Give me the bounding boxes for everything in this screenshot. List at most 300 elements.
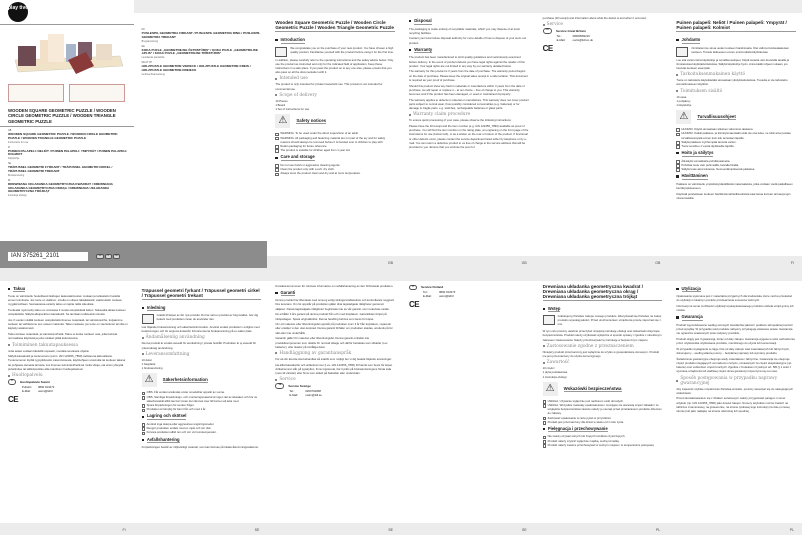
subsection-heading bbox=[8, 343, 128, 348]
bullet-icon bbox=[142, 307, 144, 309]
subsection-heading bbox=[142, 352, 262, 357]
subheading-text: Ändamålsenlig användning bbox=[145, 335, 205, 341]
service-contact bbox=[409, 285, 529, 299]
contact-value: 0800 913273 bbox=[38, 384, 55, 389]
intro-block bbox=[543, 314, 663, 328]
heading-text: Disposal bbox=[414, 18, 432, 23]
bullet-icon bbox=[676, 74, 678, 76]
page-content bbox=[409, 16, 529, 151]
language-entry bbox=[8, 147, 130, 161]
bullet-icon bbox=[676, 90, 678, 92]
language-subtitle: Gebrauchsanweisung bbox=[141, 72, 165, 76]
language-entry bbox=[142, 62, 262, 76]
page-content bbox=[543, 16, 663, 53]
manual-page bbox=[401, 0, 535, 268]
footer-band bbox=[267, 523, 401, 535]
paragraph: Jotta asiasi voidaan käsitellä nopeasti, noudata seuraavia ohjeita: bbox=[8, 348, 90, 353]
paragraph: Gratulujemy Państwu zakupu nowego produktu. Zdecydowali się Państwo na zakup produktu wysokiej jakości. Przed uruchomieniem urządzenia proszę zapoznać się z nim. bbox=[557, 314, 662, 327]
safety-heading bbox=[142, 373, 262, 387]
paragraph: Kontakta kommunen för närmare information om avfallshantering av den förbrukade produkten. bbox=[275, 283, 394, 288]
list-item: Förvara produkten alltid ren och torr vid rumstemperatur. bbox=[142, 430, 262, 434]
manual-page bbox=[668, 268, 802, 535]
bullet-icon bbox=[409, 20, 411, 22]
page-label: GB bbox=[387, 260, 393, 265]
heading-text: Inledning bbox=[146, 304, 166, 310]
contact-row bbox=[8, 389, 128, 393]
ce-mark: CE bbox=[409, 300, 420, 309]
section-heading bbox=[275, 37, 395, 44]
paragraph: Opakowanie wykonane jest z materiałów przyjaznych dla środowiska, które można przekazać do utylizacji w lokalnym punkcie przetwarzania surowców wtórnych. bbox=[676, 294, 793, 303]
safety-heading bbox=[676, 110, 796, 124]
header-band bbox=[134, 268, 268, 281]
page-label: GB bbox=[521, 260, 527, 265]
paragraph: Säilytä kassakuitti ja tuotenumero (esim. IAN 123456_7890) todisteena takuuaikana. Tuotenumeron löydät tyyppikilvestä, kaiverruksesta, käyttöohjeen etusivulta tai tuotteen takana tai pohjassa olevasta tarrasta. Jos ilmenee toimintavirheitä tai muita vikoja, ota ensin yhteyttä puhelimitse tai sähköpostitse alla mainittuun huoltopalveluun. bbox=[8, 354, 126, 371]
list-item: Puhdista tuote vain pehmeällä, kuivalla liinalla. bbox=[676, 163, 796, 167]
country-flags bbox=[96, 254, 120, 259]
bullet-icon bbox=[275, 39, 277, 41]
ce-mark: CE bbox=[8, 394, 19, 404]
cover-page bbox=[0, 0, 134, 268]
list-item: OBS. Får endast användas under omedelbar uppsikt av vuxna. bbox=[142, 390, 262, 394]
section-title: Wooden Square Geometric Puzzle / Wooden Circle Geometric Puzzle / Wooden Triangle Geometric Puzzle bbox=[275, 20, 394, 30]
ian-number: IAN 375261_2101 bbox=[8, 252, 88, 261]
bullet-icon bbox=[543, 345, 545, 347]
country-flag: SE bbox=[275, 383, 284, 389]
section-heading bbox=[409, 47, 529, 54]
manual-page bbox=[267, 268, 401, 535]
page-label: SE bbox=[254, 528, 260, 532]
bullet-icon bbox=[409, 49, 411, 51]
paragraph: Please have the till receipt and the item number (e.g. IAN 123456_7890) available as proof of purchase. You will find the item number on the rating plate, an engraving on the front page of the instructions for use (bottom left), or as a sticker on the rear or bottom of the product. If functional or other defects occur, please contact the service department listed either by telephone or by e-mail. You can return a defective product to us free of charge to the service address that will be provided to you. Ensure that you enclose the proof of bbox=[409, 123, 529, 149]
section-heading bbox=[142, 305, 262, 312]
language-title: PUSLESPIL GEOMETRIA FIRKANT / PUSLESPIL GEOMETRIA RING / PUSLESPIL GEOMETRIA TREKANT bbox=[141, 31, 261, 39]
list-item: Rengör produkten endast med en mjuk och torr duk. bbox=[142, 426, 262, 430]
language-entry bbox=[142, 29, 262, 43]
service-name: Service Great Britain bbox=[555, 28, 586, 33]
header-band bbox=[668, 0, 802, 13]
language-list bbox=[142, 26, 262, 76]
language-page bbox=[134, 0, 268, 268]
language-code: EE bbox=[141, 45, 145, 48]
subsection-heading bbox=[275, 351, 395, 356]
service-name: Huoltopalvelu Suomi bbox=[20, 379, 50, 384]
list-item: Zachować opakowanie w razie pytań w przyszłości. bbox=[543, 416, 663, 420]
heading-text: Wstęp bbox=[547, 305, 561, 311]
heading-text: Utylizacja bbox=[681, 285, 701, 291]
list-item: Produkt jest przeznaczony dla dzieci w wieku od 1 roku życia. bbox=[543, 420, 663, 424]
product-thumbnail-circle bbox=[8, 84, 64, 102]
safety-heading bbox=[543, 382, 663, 396]
manual-page bbox=[267, 0, 401, 268]
language-title: TRÄPUSSEL GEOMETRI FYRKANT / TRÄPUSSEL GEOMETRI CIRKEL / TRÄPUSSEL GEOMETRI TREKANT bbox=[8, 165, 113, 173]
page-label: FI bbox=[122, 528, 126, 532]
paragraph: The warranty for this product is 3 years from the date of purchase. The warranty period begins on the date of purchase. Please keep the original sales receipt in a safe location. This document is required as your proof of purchase. bbox=[409, 69, 528, 82]
section-heading bbox=[275, 290, 395, 297]
subheading-text: Toimiminen takuutapauksessa bbox=[12, 342, 78, 348]
page-content bbox=[676, 16, 796, 202]
footer-band bbox=[134, 523, 268, 535]
divider bbox=[0, 24, 134, 25]
page-content bbox=[676, 284, 796, 415]
page-label: GB bbox=[655, 260, 661, 265]
subheading-text: Toimituksen sisältö bbox=[680, 88, 723, 94]
subheading-text: Intended use bbox=[279, 76, 308, 82]
language-code: GB bbox=[8, 130, 12, 132]
warning-icon: ⚠ bbox=[142, 373, 157, 387]
service-contact bbox=[275, 383, 395, 397]
paragraph: purchase (till receipt) and information about what the defect is and when it occurred. bbox=[542, 16, 647, 20]
list-item: Säilytä tuote aina kuivassa, huoneenlämpöisessä paikassa. bbox=[676, 167, 796, 171]
bullet-icon bbox=[275, 292, 277, 294]
list-item: HUOMIO. Kaikki pakkaus- ja kiinnitysmateriaalit eivät ole osa lelua, ne tulisi aina poistaa turvallisuussyistä ennen kuin lelu annetaan lapsille. bbox=[676, 131, 796, 139]
paragraph: Tuote on tarkoitettu käytettäväksi ainoastaan yksityistalouksissa. Tuotetta ei ole tarkoitettu ammattimaiseen käyttöön. bbox=[676, 78, 788, 87]
manual-page bbox=[535, 0, 669, 268]
cover-footer bbox=[0, 241, 134, 268]
language-code: DE AT CH bbox=[141, 62, 153, 65]
product-thumbnail-triangle bbox=[69, 84, 125, 102]
heading-text: Turvallisuusohjeet bbox=[697, 114, 736, 120]
service-name: Service Finland bbox=[421, 285, 444, 290]
contact-value: 0800 913273 bbox=[439, 290, 456, 294]
cover-title: WOODEN SQUARE GEOMETRIC PUZZLE / WOODEN CIRCLE GEOMETRIC PUZZLE / WOODEN TRIANGLE GEOMETRIC PUZZLE bbox=[8, 108, 116, 124]
instructions-book-icon bbox=[543, 315, 555, 325]
contact-label: E-Mail: bbox=[22, 388, 31, 393]
playtive-logo: play tive bbox=[8, 2, 28, 22]
footer-band bbox=[668, 256, 802, 268]
contact-label: Puhelin: bbox=[22, 384, 33, 389]
heading-text: Warranty bbox=[414, 46, 433, 52]
section-heading bbox=[142, 413, 262, 420]
contact-value: owim@lidl.se bbox=[305, 392, 322, 397]
service-contact bbox=[543, 28, 663, 42]
contact-label: E-Mail: bbox=[423, 294, 432, 298]
manual-page bbox=[401, 268, 535, 535]
paragraph: 10 delar 1 basplatta 1 bruksanvisning bbox=[141, 357, 163, 371]
contact-label: E-Mail: bbox=[289, 392, 299, 397]
language-subtitle: Lietošanas pamācība bbox=[141, 56, 165, 60]
country-flag: GB bbox=[543, 28, 552, 34]
service-contact bbox=[8, 379, 128, 393]
list-item: Produkt należy zawsze przechowywać w suchym miejscu i w temperaturze pokojowej. bbox=[543, 443, 663, 447]
country-flag: FI bbox=[8, 379, 16, 385]
list-item: WARNING. All packaging and fastening material are not part of the toy and for safety reasons should always be removed before it is handed over to children to play with. bbox=[275, 136, 395, 144]
paragraph: Przed skontaktowaniem się z działem serwisowym należy przygotować paragon i numer artykułu (np. IAN 123456_7890) jako dowód zakupu. Numery artykułów można znaleźć na tabliczce znamionowej, na grawerunku, na stronie tytułowej tego instrukcji (na dole po lewej stronie) lub jako naklejkę na stronie odwrotnej lub spodniej. bbox=[676, 396, 790, 414]
paragraph: Onnittelemme sinua uuden tuotteen hankinnasta. Olet valinnut korkealaatuisen tuotteen. Tutustu laitteeseen ennen ensimmäistä käyttökertaa. bbox=[691, 45, 789, 54]
section-title: Puinen palapeli: Neliöt / Puinen palapeli: Ympyrät / Puinen palapeli: Kolmiot bbox=[676, 20, 796, 32]
intro-block bbox=[676, 46, 796, 57]
bullet-icon bbox=[676, 380, 678, 382]
paragraph: Niniejszy produkt przeznaczony jest wyłącznie do użytku w gospodarstwie domowym. Produkt nie jest przeznaczony do użytku komercyjnego. bbox=[542, 349, 660, 358]
bullet-icon bbox=[8, 375, 10, 377]
contact-label: Tel.: bbox=[423, 290, 429, 294]
subsection-heading bbox=[409, 112, 529, 117]
page-content bbox=[275, 16, 395, 175]
paragraph: Jos 3 vuoden sisällä tuotteen ostopäivästä ilmenee materiaali- tai valmistusvirhe, korjaamme tuotteen tai vaihdamme sen uuteen maksutta. Takuu raukeaa, jos tuote on vaurioitunut tai sitä on käytetty asiattomasti. bbox=[8, 318, 128, 331]
subheading-text: Service bbox=[546, 22, 563, 28]
header-band bbox=[535, 0, 669, 13]
heading-text: Gwarancja bbox=[681, 314, 703, 320]
list-item: Retain packaging for future reference. bbox=[275, 144, 395, 148]
header-band bbox=[401, 0, 535, 13]
instructions-book-icon bbox=[676, 47, 688, 57]
subheading-text: Leveransomfattning bbox=[145, 351, 190, 357]
contact-label: Tel.: bbox=[289, 388, 295, 393]
paragraph: The product is only intended for private household use. This product is not intended for commercial use. bbox=[275, 82, 383, 91]
paragraph: 10 części 1 płyta podstawowa 1 instrukcja obsługi bbox=[542, 366, 568, 379]
paragraph: Förpackningen består av miljövänligt material, som kan lämnas på lokala återvinningsstationer. bbox=[141, 445, 259, 450]
heading-text: Introduction bbox=[280, 37, 305, 42]
paragraph: Should this product show any fault in materials or manufacture within 3 years from the date of purchase, we will repair or replace it – at our choice – free of charge to you. This warranty becomes void if the product has been damaged, or used or maintained improperly. bbox=[409, 83, 525, 96]
section-heading bbox=[543, 426, 663, 433]
footer-band bbox=[535, 523, 669, 535]
bullet-icon bbox=[142, 439, 144, 441]
bullet-icon bbox=[275, 78, 277, 80]
bullet-icon bbox=[142, 416, 144, 418]
heading-text: Safety notices bbox=[296, 118, 327, 124]
heading-text: Hävittäminen bbox=[681, 173, 708, 179]
service-name: Service Sverige bbox=[288, 384, 311, 388]
footer-band bbox=[134, 241, 268, 268]
list-item: UWAGA. Wszystkie materiały opakowaniowe i mocujące nie stanowią części zabawki i ze względów bezpieczeństwa zawsze należy je usunąć przed przekazaniem produktu dzieciom do zabawy. bbox=[543, 403, 663, 416]
footer-band bbox=[0, 523, 134, 535]
bullet-icon bbox=[8, 288, 10, 290]
subsection-heading bbox=[275, 93, 395, 98]
subheading-text: Warranty claim procedure bbox=[413, 112, 471, 118]
page-content bbox=[8, 284, 128, 404]
paragraph: Takuu koskee materiaali- ja valmistusvirheitä. Takuu ei koske tuotteen osia, jotka kuluvat normaalissa käytössä ja joita voidaan pitää kulutusosina. bbox=[8, 332, 118, 341]
heading-text: Pielęgnacja i przechowywanie bbox=[547, 425, 608, 431]
page-content bbox=[142, 284, 262, 451]
subsection-heading bbox=[543, 360, 663, 365]
paragraph: Grattis till köpet av din nya produkt. Du har valt en produkt av hög kvalitet. Gör dig bekant med produkten innan du använder den. bbox=[156, 313, 259, 322]
heading-text: Care and storage bbox=[280, 154, 315, 160]
section-heading bbox=[8, 286, 128, 293]
heading-text: Garanti bbox=[280, 289, 296, 295]
list-item: Produkten är lämplig för barn från och med 1 år. bbox=[142, 407, 262, 411]
list-item: Nie należy używać ostrych lub żrących środków czyszczących. bbox=[543, 434, 663, 438]
subheading-text: Sposób postępowania w przypadku naprawy gwarancyjnej bbox=[680, 375, 778, 386]
paragraph: Tuotteella myönnetty takuu on voimassa 3 vuotta ostopäivästä lukien. Takuuaika alkaa tuotteen ostopäivästä. Säilytä alkuperäinen kassakuitti. Se tarvitaan todisteeksi ostosta. bbox=[8, 308, 126, 317]
language-entry bbox=[142, 46, 262, 60]
manual-page bbox=[134, 268, 268, 535]
bullet-icon bbox=[676, 175, 678, 177]
heading-text: Wskazówki bezpieczeństwa bbox=[563, 385, 622, 391]
subsection-heading bbox=[275, 377, 395, 382]
list-item: The product is suitable for children aged from 1 year old. bbox=[275, 148, 395, 152]
bullet-icon bbox=[142, 337, 144, 339]
language-entry bbox=[8, 130, 130, 144]
page-content bbox=[275, 284, 395, 397]
paragraph: Aby zapewnić szybkie rozpatrzenie Państwa wniosku, prosimy stosować się do następujących wskazówek: bbox=[676, 386, 793, 395]
bullet-icon bbox=[409, 114, 411, 116]
bullet-icon bbox=[275, 94, 277, 96]
warning-icon: ⚠ bbox=[543, 382, 558, 396]
subsection-heading bbox=[543, 344, 663, 349]
heading-text: Avfallshantering bbox=[146, 436, 180, 442]
footer-band bbox=[401, 523, 535, 535]
safety-heading bbox=[275, 114, 395, 128]
bullet-icon bbox=[275, 352, 277, 354]
list-item: Do not use harsh or aggressive cleaning agents. bbox=[275, 163, 395, 167]
section-heading bbox=[275, 154, 395, 161]
intro-block bbox=[142, 313, 262, 324]
footer-band bbox=[401, 256, 535, 268]
subsection-heading bbox=[8, 373, 128, 378]
contact-value: 08000569216 bbox=[572, 33, 590, 38]
subheading-text: Huoltopalvelu bbox=[12, 373, 43, 379]
intro-block bbox=[275, 46, 395, 57]
language-title: HOLZPUZZLE GEOMETRIE VIERECK / HOLZPUZZLE GEOMETRIE KREIS / HOLZPUZZLE GEOMETRIE DREIECK bbox=[141, 64, 251, 72]
contact-label: E-Mail: bbox=[556, 37, 566, 42]
paragraph: The packaging is made entirely of recyclable materials, which you may dispose of at local recycling facilities. bbox=[409, 26, 520, 35]
header-band bbox=[134, 0, 268, 13]
language-code: FI bbox=[8, 146, 11, 149]
header-band bbox=[668, 268, 802, 281]
section-heading bbox=[409, 18, 529, 25]
flag-gb: GB bbox=[96, 254, 104, 259]
heading-text: Säkerhetsinformation bbox=[162, 377, 208, 383]
paragraph: Tuote on valmistettu huolellisesti tiukkojen laatuvaatimusten mukaan ja tarkastettu huolella ennen toimitusta. Jos tuote on viallinen, sinulla on oikeus lakisääteisiin vaatimuksiin tuotteen myyjää kohtaan. Seuraavassa esitetty takuu ei rajoita näitä oikeuksia. bbox=[8, 294, 123, 307]
paragraph: 10 osaa 1 pohjalevy 1 käyttöohje bbox=[676, 94, 692, 107]
bullet-icon bbox=[543, 24, 545, 26]
language-code: DK bbox=[141, 29, 145, 31]
bullet-icon bbox=[8, 344, 10, 346]
list-item: UWAGA. Używanie wyłącznie pod nadzorem osób dorosłych. bbox=[543, 399, 663, 403]
list-item: HUOMIO. Käyttö ainoastaan aikuisen valvonnan alaisena. bbox=[676, 127, 796, 131]
header-band bbox=[535, 268, 669, 281]
paragraph: Läs följande bruksanvisning och säkerhetsinformation. Använd endast produkten i enlighet med beskrivningen och för angivna ändamål. Förvara denna bruksanvisning på en säker plats. bbox=[141, 325, 260, 334]
language-title: PUINEN PALAPELI: NELIÖT / PUINEN PALAPELI: YMPYRÄT / PUINEN PALAPELI: KOLMIOT bbox=[8, 148, 128, 157]
contact-value: owim@lidl.fi bbox=[38, 388, 53, 393]
flag-se: SE bbox=[113, 254, 121, 259]
paragraph: W tym celu prosimy uważnie przeczytać niniejszą instrukcję obsługi oraz wskazówki dotyczące bezpieczeństwa. Produkt należy użytkować wyłącznie w sposób opisany i zgodnie z określonym zakresem zastosowania. Należy przechowywać tę instrukcję w bezpiecznym miejscu. bbox=[542, 329, 662, 342]
section-heading bbox=[676, 37, 796, 44]
language-subtitle: Käyttöohje bbox=[8, 157, 20, 161]
bullet-icon bbox=[676, 316, 678, 318]
language-subtitle: Bruksanvisning bbox=[8, 173, 25, 177]
list-item: Tuote soveltuu 1 vuotta täyttäneille lapsille. bbox=[676, 144, 796, 148]
section-heading bbox=[543, 306, 663, 313]
contact-label: Tel.: bbox=[556, 33, 562, 38]
bullet-icon bbox=[543, 362, 545, 364]
contact-value: 0200791808 bbox=[305, 388, 321, 393]
ce-mark: CE bbox=[542, 43, 553, 53]
flag-fi: FI bbox=[105, 254, 112, 259]
header-band bbox=[0, 268, 134, 281]
bullet-icon bbox=[543, 428, 545, 430]
section-heading bbox=[676, 150, 796, 157]
manual-page bbox=[668, 0, 802, 268]
paragraph: Produkt wyprodukowano według surowych standardów jakości i poddano skrupulatnej kontroli przed wysyłką. W przypadku wad produktu nabywcy przysługują ustawowe prawa. Gwarancja nie ogranicza ustawowych praw nabywcy produktu. bbox=[676, 322, 793, 336]
subsection-heading bbox=[676, 89, 796, 94]
list-item: Älä käytä voimakkaita puhdistusaineita. bbox=[676, 159, 796, 163]
paragraph: The product has been manufactured to strict quality guidelines and meticulously examined before delivery. In the event of product defects you have legal rights against the retailer of this product. Your legal rights are not limited in any way by our warranty detailed below. bbox=[409, 55, 525, 68]
list-item: Always store the product clean and dry and at room temperature. bbox=[275, 171, 395, 175]
instructions-book-icon bbox=[142, 314, 154, 324]
bullet-icon bbox=[676, 39, 678, 41]
section-heading bbox=[676, 314, 796, 321]
manual-page bbox=[535, 268, 669, 535]
bullet-icon bbox=[676, 288, 678, 290]
header-band bbox=[401, 268, 535, 281]
language-entry bbox=[8, 180, 130, 197]
list-item: Clean the product only with a soft, dry cloth. bbox=[275, 167, 395, 171]
list-item: Säilytä pakkaus myöhempää tarvetta varten. bbox=[676, 140, 796, 144]
paragraph: To ensure quick processing of your case, please observe the following instructions: bbox=[409, 118, 512, 123]
subheading-text: Zastosowanie zgodne z przeznaczeniem bbox=[546, 343, 634, 349]
paragraph: Denna produkt är endast avsedd för användning i privata hushåll. Produkten är ej avsedd för yrkesmässig användning. bbox=[141, 341, 257, 350]
language-code: PL bbox=[8, 179, 11, 182]
product-photo bbox=[10, 30, 125, 78]
subsection-heading bbox=[676, 376, 796, 386]
manual-page bbox=[0, 268, 134, 535]
paragraph: In addition, please carefully refer to the operating instructions and the safety advice below. Only use the product as instructed and only for the indicated field of application. Keep these instructions in a safe place. If you pass the product on to any one else, please ensure that you also pass on all the documentation with it. bbox=[275, 57, 394, 75]
header-band bbox=[267, 0, 401, 13]
subheading-text: Zawartość bbox=[546, 360, 570, 366]
bullet-icon bbox=[142, 353, 144, 355]
paragraph: The warranty applies to defects in material or manufacture. This warranty does not cover product parts subject to normal wear, thus possibly considered consumables (e.g. batteries) or for damage to fragile parts, e.g. switches, rechargeable batteries or glass parts. bbox=[409, 97, 529, 111]
warning-icon: ⚠ bbox=[275, 114, 290, 128]
subsection-heading bbox=[275, 76, 395, 81]
language-entry bbox=[8, 163, 130, 177]
paragraph: W przypadku wystąpienia w ciągu 3 lat od daty zakupu wad materiałowych lub fabrycznych, dokonujemy – według własnej oceny – bezpłatnej naprawy lub wymiany produktu. bbox=[676, 346, 790, 356]
paragraph: Informacji na temat możliwości utylizacji wyeksploatowanego produktu udzieła urząd gminy lub miasta. bbox=[676, 303, 794, 313]
page-label: SE bbox=[388, 528, 393, 532]
paragraph: Pakkaus on valmistettu ympäristöystävällisistä materiaaleista, jotka voidaan viedä paikalliseen kierrätyspisteeseen. bbox=[676, 181, 793, 190]
paragraph: Contact your local refuse disposal authority for more details of how to dispose of your worn-out product. bbox=[409, 36, 527, 45]
list-item: WARNING. To be used under the direct supervision of an adult. bbox=[275, 131, 395, 135]
page-content bbox=[543, 284, 663, 448]
bullet-icon bbox=[275, 379, 277, 381]
section-heading bbox=[142, 437, 262, 444]
warning-icon: ⚠ bbox=[676, 110, 691, 124]
paragraph: För att din ärende ska behandlas så snabbt som möjligt ber vi dig beakta följande anvisningar: bbox=[275, 356, 392, 361]
section-heading bbox=[676, 173, 796, 180]
contact-value: owim@lidl.co.uk bbox=[572, 37, 593, 42]
language-title: KOKA PUZLE „GEOMETRILISE ČETRSTŪRIS" / KOKA PUZLE „GEOMETRILISE APLIS" / KOKA PUZLE „GEOMETRILISE TRĪSSTŪRIS" bbox=[141, 47, 258, 56]
footer-band bbox=[267, 256, 401, 268]
language-subtitle: Brugsanvisning bbox=[141, 39, 159, 43]
paragraph: Garantin gäller för material- eller tillverkningsfel. Denna garanti omfattar inte produktkomponenter som utsätts för normalt slitage och därför betraktas som slitdelar (t.ex. batterier), eller skador på ömtåliga delar. bbox=[275, 336, 389, 349]
page-label: PL bbox=[656, 528, 661, 532]
instructions-book-icon bbox=[275, 47, 287, 57]
subheading-text: Handläggning av garantianspråk bbox=[279, 350, 352, 356]
bullet-icon bbox=[543, 308, 545, 310]
country-flag: FI bbox=[409, 285, 417, 291]
language-subtitle: Instrukcja obsługi bbox=[8, 194, 27, 198]
subheading-text: Scope of delivery bbox=[279, 92, 317, 98]
heading-text: Hoito ja säilytys bbox=[681, 150, 714, 156]
language-list bbox=[8, 127, 130, 197]
heading-text: Johdanto bbox=[681, 37, 701, 42]
paragraph: Käytöstä poistettavan tuotteen hävittämismahdollisuuksista saat tietoa kunnan tai kaupungin viranomaisilta. bbox=[676, 191, 791, 200]
page-content bbox=[409, 284, 529, 310]
paragraph: Du erhåller 3 års garanti på denna produkt från och med köpdatum. Garantitiden börjar på inköpsdagen. Spara originalkvittot. Denna handling behövs som bevis för köpet. bbox=[275, 312, 387, 321]
footer-band bbox=[668, 523, 802, 535]
subsection-heading bbox=[676, 72, 796, 77]
paragraph: Om ett material- eller tillverkningsfel uppstår på produkten inom 3 år från köpdatum, reparerar eller ersätter vi den utan kostnad. Denna garanti förfaller om produkten skadas, används på fel sätt eller inte underhålls. bbox=[275, 322, 393, 335]
paragraph: Produkt objęty jest 3 gwarancją, licząc od daty zakupu. Gwarancja wygasa w razie uszkodzenia przez użytkownika użytkowania produktu, niezdolnego do użycia lub konserwacji. bbox=[676, 336, 795, 346]
language-subtitle: Instructions for use bbox=[8, 140, 29, 144]
list-item: Använd inga skarpa eller aggressiva rengöringsmedel. bbox=[142, 422, 262, 426]
contact-row bbox=[543, 38, 663, 42]
page-label: FI bbox=[790, 260, 794, 265]
paragraph: Denna produkt har tillverkats med omsorg enligt stränga kvalitetskrav och kontrollerats noggrant före leverans. Om fel uppstår på produkten gäller dina lagstadgade rättigheter gentemot säljaren. Dessa lagstadgade rättigheter begränsas inte av vår garanti, som redovisas nedan. bbox=[275, 298, 395, 311]
language-title: WOODEN SQUARE GEOMETRIC PUZZLE / WOODEN CIRCLE GEOMETRIC PUZZLE / WOODEN TRIANGLE GEOMETRIC PUZZLE bbox=[8, 132, 118, 140]
subsection-heading bbox=[142, 335, 262, 340]
subheading-text: Service bbox=[279, 377, 296, 383]
paragraph: Ha alltid kassakvitto och artikelnummer (t.ex. IAN 123456_7890) till hands som bevis för köpet. Artikelnumret står på typskylten, finns ingraverat, har tryckts på bruksanvisningens första sida (nere till vänster) eller finns som etikett på baksidan eller undersidan. bbox=[275, 362, 393, 376]
